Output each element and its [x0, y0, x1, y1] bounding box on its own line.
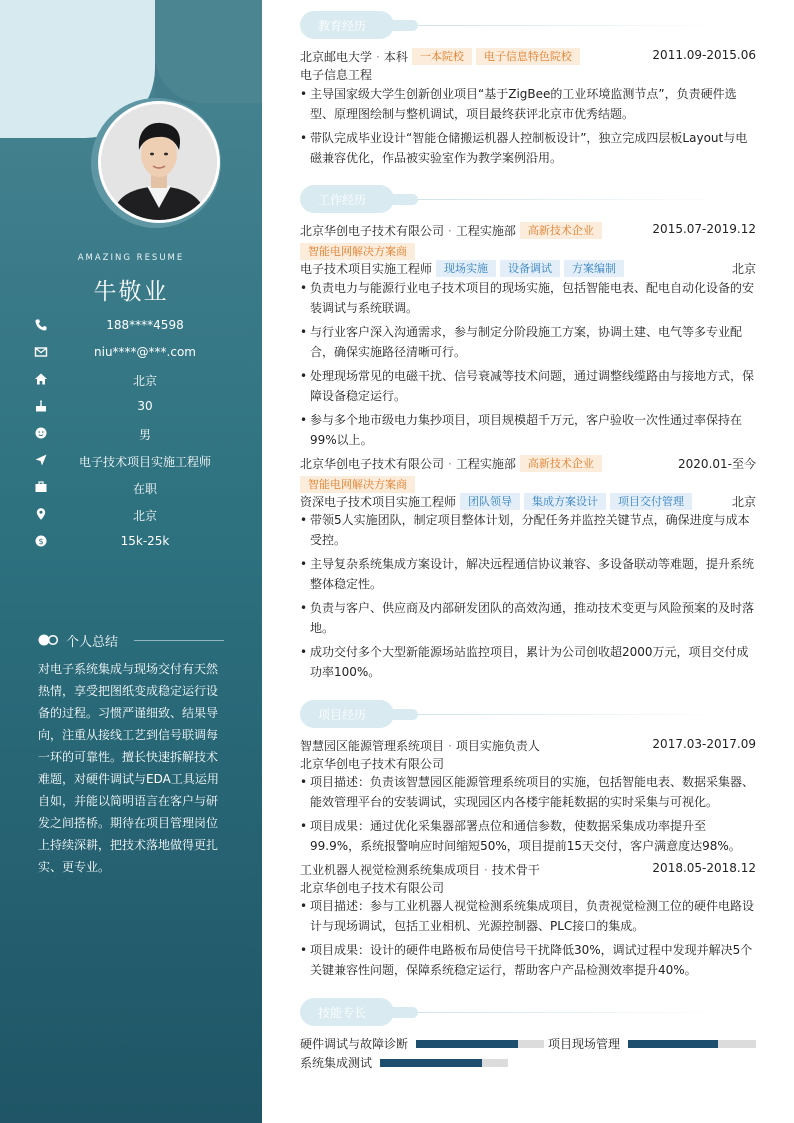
separator-dot: · [448, 739, 452, 753]
section-tab-tail-work [384, 194, 418, 205]
info-position [34, 451, 234, 478]
info-city [34, 505, 234, 532]
section-tab-tail-skills [384, 1007, 418, 1018]
skill-tag: 项目交付管理 [610, 493, 692, 510]
separator-dot: · [484, 863, 488, 877]
home-icon [34, 372, 48, 386]
info-salary [34, 532, 234, 559]
contact-info-list [34, 316, 234, 559]
project-header-row [300, 735, 756, 755]
project-role: 项目实施负责人 [455, 739, 540, 753]
section-title-project: 项目经历 [318, 708, 367, 722]
info-age [34, 397, 234, 424]
project-header-row [300, 859, 756, 879]
mail-icon [34, 345, 48, 359]
major: 电子信息工程 [300, 68, 373, 82]
decor-shape-top-right [155, 0, 262, 103]
project-company: 北京华创电子技术有限公司 [300, 881, 445, 895]
project-bullets [300, 772, 756, 860]
location-pin-icon [34, 507, 48, 521]
cake-icon [34, 399, 48, 413]
skill-bar-fill [380, 1059, 482, 1067]
info-email [34, 343, 234, 370]
section-line-education [418, 25, 724, 26]
company-tag: 高新技术企业 [520, 222, 602, 239]
avatar [98, 101, 220, 223]
resume-tagline: AMAZING RESUME [77, 253, 185, 263]
list-item: • 项目成果：通过优化采集器部署点位和通信参数，使数据采集成功率提升至99.9%，系统报警响应时间缩短50%，项目提前15天交付，客户满意度达98%。 [300, 816, 756, 856]
skill-bar-track [416, 1040, 544, 1048]
section-header-project [300, 700, 756, 728]
project-name: 智慧园区能源管理系统项目 [300, 739, 445, 753]
info-gender [34, 424, 234, 451]
project-period: 2018.05-2018.12 [652, 861, 756, 875]
skill-tag: 设备调试 [500, 260, 560, 277]
job-period: 2015.07-2019.12 [652, 222, 756, 236]
info-status-text: 在职 [132, 482, 157, 496]
summary-text: 对电子系统集成与现场交付有天然热情，享受把图纸变成稳定运行设备的过程。习惯严谨细致、结果导向，注重从接线工艺到信号联调每一环的可靠性。擅长快速拆解技术难题，对硬件调试与EDA工具运用自如，并能以简明语言在客户与研发之间搭桥。期待在项目管理岗位上持续深耕，把技术落地做得更扎实、更专业。 [38, 662, 219, 874]
job-title-row [300, 491, 756, 511]
skill-name: 项目现场管理 [548, 1037, 621, 1051]
project-bullets [300, 896, 756, 984]
info-age-text: 30 [137, 399, 153, 413]
separator-dot: · [448, 224, 452, 238]
list-item: • 项目成果：设计的硬件电路板布局使信号干扰降低30%，调试过程中发现并解决5个关键兼容性问题，保障系统稳定运行，帮助客户产品检测效率提升40%。 [300, 940, 756, 980]
info-hometown [34, 370, 234, 397]
section-line-skills [418, 1012, 724, 1013]
svg-text:$: $ [38, 536, 44, 546]
section-line-work [418, 199, 724, 200]
job-header-row [300, 453, 756, 473]
project-company-row [300, 877, 756, 897]
department: 工程实施部 [455, 224, 516, 238]
section-line-project [418, 714, 724, 715]
company-tag: 智能电网解决方案商 [300, 476, 415, 493]
company-tag: 智能电网解决方案商 [300, 243, 415, 260]
company-name: 北京华创电子技术有限公司 [300, 224, 445, 238]
summary-header [38, 631, 224, 651]
sidebar [0, 0, 262, 1123]
summary-divider [134, 640, 224, 641]
separator-dot: · [448, 457, 452, 471]
list-item: • 负责与客户、供应商及内部研发团队的高效沟通，推动技术变更与风险预案的及时落地。 [300, 598, 756, 638]
info-email-text: niu****@***.com [94, 345, 196, 359]
skill-item [300, 1053, 508, 1071]
job-title-row [300, 258, 756, 278]
briefcase-icon [34, 480, 48, 494]
toggle-dots-icon [38, 633, 60, 647]
skill-bar-track [628, 1040, 756, 1048]
department: 工程实施部 [455, 457, 516, 471]
job-bullets [300, 510, 756, 686]
candidate-name: 牛敬业 [93, 279, 169, 305]
skills-list [300, 1034, 756, 1074]
section-title-skills: 技能专长 [318, 1006, 367, 1020]
company-tag: 高新技术企业 [520, 455, 602, 472]
education-period: 2011.09-2015.06 [652, 48, 756, 62]
job-title: 资深电子技术项目实施工程师 [300, 495, 457, 509]
job-city: 北京 [731, 262, 756, 276]
education-header-row [300, 46, 756, 66]
separator-dot: · [376, 50, 380, 64]
skill-name: 硬件调试与故障诊断 [300, 1037, 409, 1051]
info-position-text: 电子技术项目实施工程师 [78, 455, 211, 469]
list-item: • 带队完成毕业设计“智能仓储搬运机器人控制板设计”，独立完成四层板Layout与电磁兼容优化，作品被实验室作为教学案例沿用。 [300, 128, 756, 168]
education-bullets [300, 84, 756, 172]
project-period: 2017.03-2017.09 [652, 737, 756, 751]
job-header-row [300, 220, 756, 240]
job-bullets [300, 278, 756, 454]
skill-bar-fill [628, 1040, 718, 1048]
skill-bar-fill [416, 1040, 518, 1048]
list-item: • 处理现场常见的电磁干扰、信号衰减等技术问题，通过调整线缆路由与接地方式，保障设备稳定运行。 [300, 366, 756, 406]
project-name: 工业机器人视觉检测系统集成项目 [300, 863, 481, 877]
info-city-text: 北京 [132, 509, 157, 523]
project-company-row [300, 753, 756, 773]
list-item: • 参与多个地市级电力集抄项目，项目规模超千万元，客户验收一次性通过率保持在99%以上。 [300, 410, 756, 450]
project-company: 北京华创电子技术有限公司 [300, 757, 445, 771]
money-icon [34, 534, 48, 548]
phone-icon [34, 318, 48, 332]
skill-tag: 团队领导 [460, 493, 520, 510]
school-name: 北京邮电大学 [300, 50, 373, 64]
list-item: • 与行业客户深入沟通需求，参与制定分阶段施工方案，协调土建、电气等多专业配合，确保实施路径清晰可行。 [300, 322, 756, 362]
list-item: • 项目描述：负责该智慧园区能源管理系统项目的实施，包括智能电表、数据采集器、能效管理平台的安装调试，实现园区内各楼宇能耗数据的实时采集与可视化。 [300, 772, 756, 812]
project-role: 技术骨干 [491, 863, 540, 877]
degree: 本科 [383, 50, 408, 64]
section-title-work: 工作经历 [318, 193, 367, 207]
info-phone [34, 316, 234, 343]
skill-name: 系统集成测试 [300, 1056, 373, 1070]
section-header-education [300, 11, 756, 39]
section-header-work [300, 185, 756, 213]
list-item: • 成功交付多个大型新能源场站监控项目，累计为公司创收超2000万元，项目交付成功率100%。 [300, 642, 756, 682]
job-period: 2020.01-至今 [678, 457, 756, 471]
section-header-skills [300, 998, 756, 1026]
skill-tag: 现场实施 [436, 260, 496, 277]
list-item: • 主导复杂系统集成方案设计，解决远程通信协议兼容、多设备联动等难题，提升系统整体稳定性。 [300, 554, 756, 594]
info-phone-text: 188****4598 [106, 318, 184, 332]
section-tab-tail-education [384, 20, 418, 31]
school-tag: 一本院校 [412, 48, 472, 65]
skill-item [548, 1034, 756, 1052]
send-icon [34, 453, 48, 467]
summary-title: 个人总结 [66, 635, 119, 650]
avatar-portrait-icon [101, 104, 217, 220]
section-title-education: 教育经历 [318, 19, 367, 33]
job-title: 电子技术项目实施工程师 [300, 262, 433, 276]
skill-bar-track [380, 1059, 508, 1067]
education-major-row [300, 64, 756, 84]
info-status [34, 478, 234, 505]
list-item: • 主导国家级大学生创新创业项目“基于ZigBee的工业环境监测节点”，负责硬件选型、原理图绘制与整机调试，项目最终获评北京市优秀结题。 [300, 84, 756, 124]
list-item: • 负责电力与能源行业电子技术项目的现场实施，包括智能电表、配电自动化设备的安装调试与系统联调。 [300, 278, 756, 318]
company-name: 北京华创电子技术有限公司 [300, 457, 445, 471]
skill-tag: 方案编制 [564, 260, 624, 277]
skill-item [300, 1034, 544, 1052]
face-icon [34, 426, 48, 440]
info-salary-text: 15k-25k [120, 534, 170, 548]
list-item: • 带领5人实施团队，制定项目整体计划，分配任务并监控关键节点，确保进度与成本受控。 [300, 510, 756, 550]
job-city: 北京 [731, 495, 756, 509]
info-hometown-text: 北京 [132, 374, 157, 388]
skill-tag: 集成方案设计 [524, 493, 606, 510]
section-tab-tail-project [384, 709, 418, 720]
info-gender-text: 男 [138, 428, 151, 442]
list-item: • 项目描述：参与工业机器人视觉检测系统集成项目，负责视觉检测工位的硬件电路设计与现场调试，包括工业相机、光源控制器、PLC接口的集成。 [300, 896, 756, 936]
school-tag: 电子信息特色院校 [476, 48, 580, 65]
